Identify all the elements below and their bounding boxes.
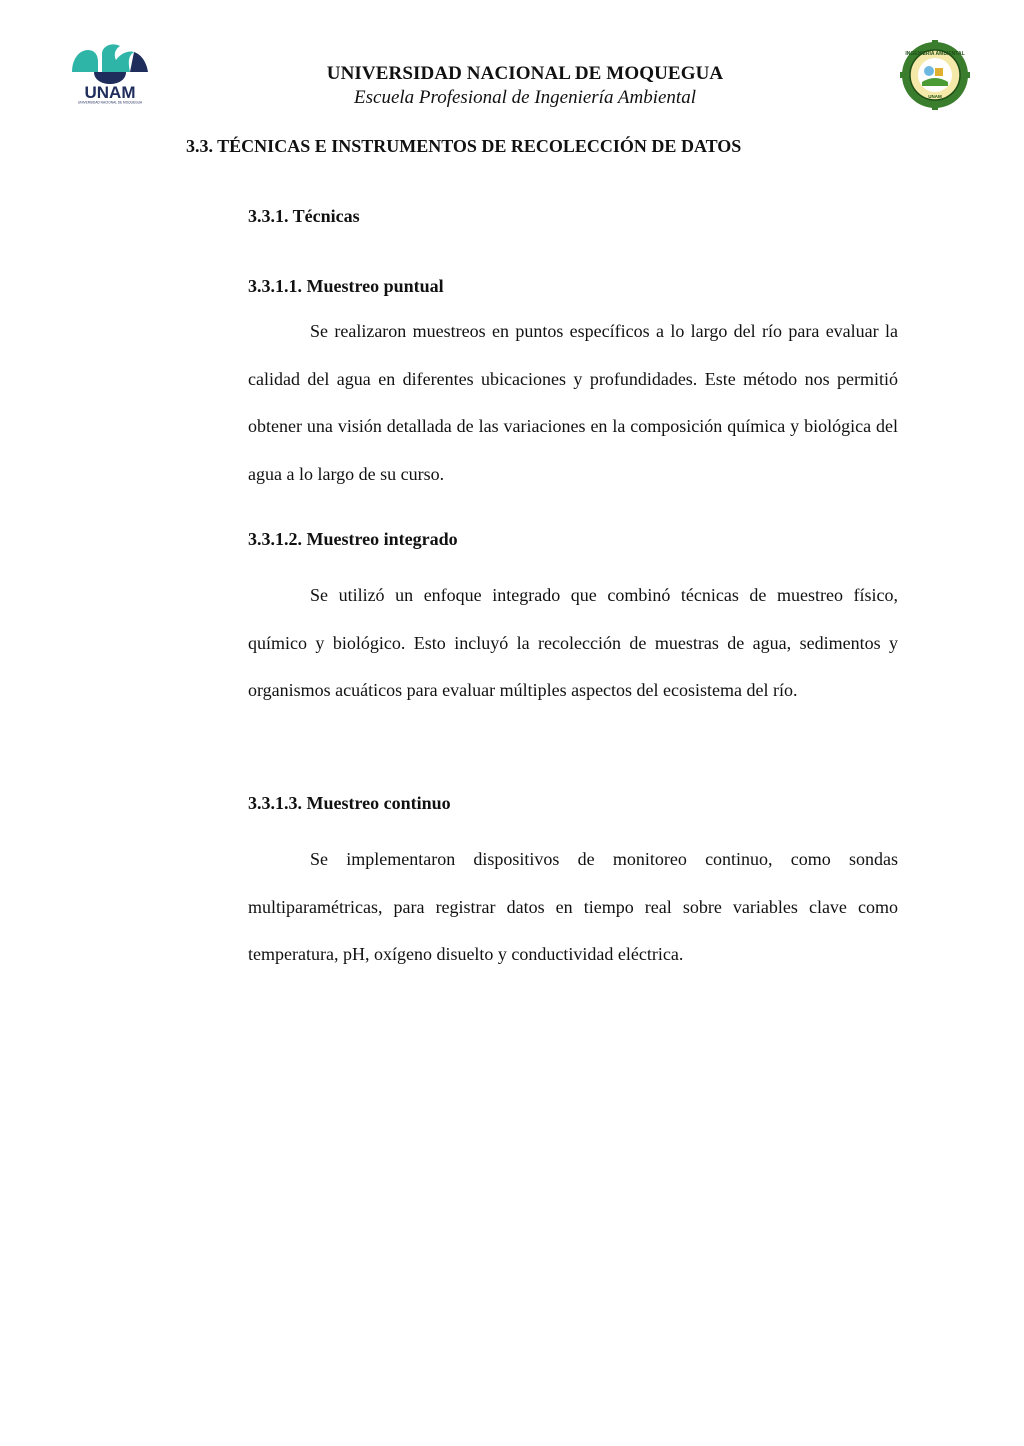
- ingenieria-ambiental-seal: [900, 40, 970, 110]
- university-name: UNIVERSIDAD NACIONAL DE MOQUEGUA: [326, 63, 724, 84]
- seal-text: INGENIERÍA AMBIENTAL: [905, 51, 965, 57]
- school-name: Escuela Profesional de Ingeniería Ambiental: [354, 87, 696, 108]
- unam-logo: [68, 40, 152, 104]
- paragraph-muestreo-integrado: Se utilizó un enfoque integrado que combinó técnicas de muestreo físico, químico y biológico. Esto incluyó la recolección de muestras de agua, sedimentos y organismos acuáticos para evaluar múltiples aspectos del ecosistema del río.: [248, 585, 898, 700]
- paragraph-muestreo-puntual: Se realizaron muestreos en puntos específicos a lo largo del río para evaluar la calidad del agua en diferentes ubicaciones y profundidades. Este método nos permitió obtener una visión detallada de las variaciones en la composición química y biológica del agua a lo largo de su curso.: [248, 321, 898, 484]
- subsection-title: 3.3.1. Técnicas: [248, 206, 360, 226]
- page-header: [200, 62, 850, 110]
- seal-caption: UNAM: [928, 94, 942, 99]
- heading-muestreo-integrado: 3.3.1.2. Muestreo integrado: [248, 529, 458, 549]
- unam-logo-text: UNAM: [84, 83, 136, 102]
- section-title: 3.3. TÉCNICAS E INSTRUMENTOS DE RECOLECCIÓN DE DATOS: [186, 136, 742, 156]
- heading-muestreo-continuo: 3.3.1.3. Muestreo continuo: [248, 793, 451, 813]
- paragraph-muestreo-continuo: Se implementaron dispositivos de monitoreo continuo, como sondas multiparamétricas, para registrar datos en tiempo real sobre variables clave como temperatura, pH, oxígeno disuelto y conductividad eléctrica.: [248, 849, 898, 964]
- heading-muestreo-puntual: 3.3.1.1. Muestreo puntual: [248, 276, 444, 296]
- unam-logo-caption: UNIVERSIDAD NACIONAL DE MOQUEGUA: [78, 100, 142, 104]
